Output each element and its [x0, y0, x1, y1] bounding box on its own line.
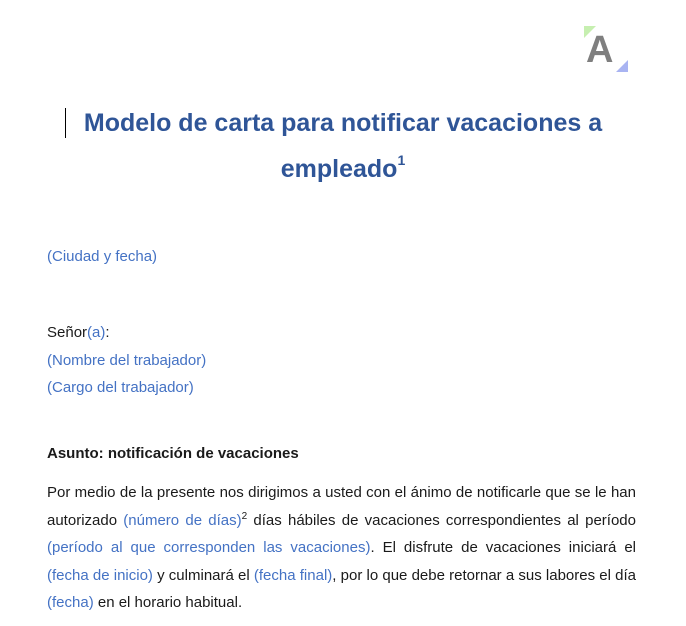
title-footnote-ref[interactable]: 1	[397, 152, 406, 168]
salutation: Señor	[47, 324, 88, 341]
body-text-2: días hábiles de vacaciones correspondientes al período	[247, 511, 636, 529]
salutation-suffix: (a)	[87, 324, 106, 341]
title-line-1: Modelo de carta para notificar vacaciones a	[83, 109, 603, 137]
placeholder-end-date: (fecha final)	[253, 566, 333, 584]
body-text-1: Por medio de la presente nos dirigimos a usted con el ánimo de notificarle que se le han autorizado	[47, 484, 636, 529]
salutation-colon: :	[105, 324, 110, 341]
document-title	[40, 100, 646, 192]
placeholder-start-date: (fecha de inicio)	[47, 566, 153, 584]
title-line-2	[40, 146, 646, 192]
placeholder-days: (número de días)	[123, 511, 242, 529]
recipient-position-placeholder: (Cargo del trabajador)	[47, 379, 194, 396]
placeholder-return-date: (fecha)	[47, 594, 94, 611]
title-word: empleado	[280, 155, 398, 183]
body-paragraph	[47, 479, 636, 617]
recipient-block	[47, 319, 636, 402]
city-date-placeholder: (Ciudad y fecha)	[47, 248, 158, 265]
logo-letter: A	[586, 29, 614, 71]
placeholder-period: (período al que corresponden las vacaciones)	[47, 539, 371, 556]
body-text-3: . El disfrute de vacaciones iniciará el	[370, 539, 636, 556]
subject-line: Asunto: notificación de vacaciones	[47, 445, 299, 462]
body-footnote-ref[interactable]: 2	[241, 510, 248, 522]
body-text-6: en el horario habitual.	[93, 594, 243, 611]
body-text-4: y culminará el	[152, 566, 254, 584]
body-text-5: , por lo que debe retornar a sus labores el día	[332, 566, 636, 584]
brand-logo-icon	[582, 24, 630, 74]
recipient-name-placeholder: (Nombre del trabajador)	[47, 351, 207, 369]
salutation-line	[47, 319, 636, 347]
